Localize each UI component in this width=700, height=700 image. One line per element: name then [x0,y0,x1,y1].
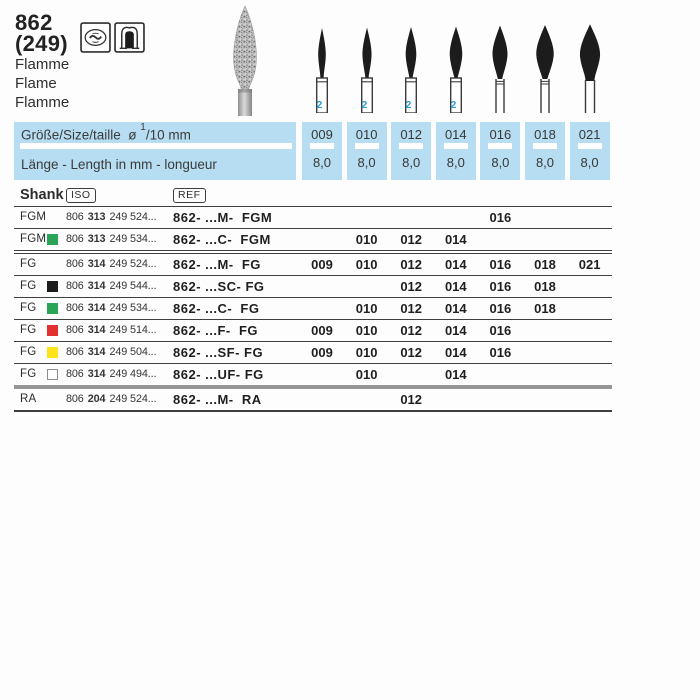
bur-silhouette-021 [570,18,610,113]
column-divider [399,143,423,149]
table-row [14,320,612,342]
size-value: 010 [355,127,378,142]
available-size: 016 [489,323,512,338]
iso-number: 806 314 249 524... [66,258,157,270]
iso-number: 806 314 249 534... [66,302,157,314]
bur-silhouette-014 [436,18,476,113]
bur-shank [238,89,252,116]
column-divider [310,143,334,149]
bur-silhouette-012 [391,18,431,113]
table-row [14,364,612,389]
shank-code-mark: 2 [316,99,323,111]
available-size: 016 [489,345,512,360]
column-divider [488,143,512,149]
available-size: 010 [355,323,378,338]
column-divider [533,143,557,149]
table-row [14,207,612,229]
length-value: 8,0 [402,155,421,170]
available-size: 012 [400,345,423,360]
shank-type: FG [20,368,37,380]
tooth-occlusal-icon [80,22,111,53]
iso-column-header: ISO [66,188,96,203]
bur-head [234,6,257,89]
table-row [14,229,612,254]
iso-number: 806 314 249 494... [66,368,157,380]
size-column-021 [570,122,610,180]
iso-number: 806 314 249 504... [66,346,157,358]
diamond-bur-photo [226,4,264,118]
size-value: 018 [534,127,556,142]
crown-prep-icon [114,22,145,53]
length-value: 8,0 [357,155,376,170]
shank-type: FGM [20,233,47,245]
iso-number: 806 314 249 514... [66,324,157,336]
product-name-en: Flame [15,75,57,92]
column-divider [444,143,468,149]
grit-color-swatch [47,347,58,358]
shank-column-header: Shank [20,187,64,203]
iso-number: 806 314 249 544... [66,280,157,292]
bur-head [362,28,371,79]
available-size: 010 [355,367,378,382]
shank-type: FGM [20,211,47,223]
shank-code-mark: 2 [361,99,367,111]
length-value: 8,0 [446,155,465,170]
available-size: 014 [444,301,467,316]
table-row [14,276,612,298]
product-code-alt: (249) [15,31,68,56]
iso-number: 806 313 249 524... [66,211,157,223]
ref-number: 862- ...F- FG [173,323,259,338]
ref-number: 862- ...M- RA [173,392,262,407]
bur-head [406,27,417,78]
available-size: 012 [400,279,423,294]
column-divider [355,143,379,149]
table-row [14,298,612,320]
bur-silhouette-018 [525,18,565,113]
bur-head [318,28,326,78]
available-size: 016 [489,279,512,294]
grit-color-swatch [47,369,58,380]
size-value: 014 [444,127,467,142]
shank-type: FG [20,280,37,292]
iso-number: 806 204 249 524... [66,393,157,405]
available-size: 021 [578,257,601,272]
product-code: 862 [15,10,53,35]
grit-color-swatch [47,281,58,292]
available-size: 012 [400,323,423,338]
table-row [14,342,612,364]
shank-type: FG [20,324,37,336]
available-size: 009 [311,345,333,360]
available-size: 010 [355,301,378,316]
bur-head [450,27,463,79]
available-size: 014 [444,257,467,272]
table-row [14,389,612,412]
size-value: 009 [311,127,333,142]
shank-type: FG [20,346,37,358]
bur-silhouette-016 [480,18,520,113]
available-size: 014 [444,323,467,338]
size-column-014 [436,122,476,180]
grit-color-swatch [47,303,58,314]
size-value: 016 [489,127,512,142]
size-column-012 [391,122,431,180]
table-row [14,254,612,276]
available-size: 010 [355,257,378,272]
available-size: 012 [400,301,423,316]
product-name-de: Flamme [15,56,70,73]
length-value: 8,0 [312,155,332,170]
available-size: 014 [444,345,467,360]
available-size: 016 [489,257,512,272]
length-value: 8,0 [491,155,510,170]
size-value: 012 [400,127,423,142]
available-size: 014 [444,367,467,382]
grit-color-swatch [47,234,58,245]
size-row-label: Größe/Size/taille ø $^1$/10 mm [21,122,191,143]
available-size: 014 [444,232,467,247]
ref-column-header: REF [173,188,206,203]
grit-color-swatch [47,325,58,336]
catalog-table [14,206,612,412]
available-size: 010 [355,232,378,247]
size-column-016 [480,122,520,180]
bur-silhouette-010 [347,18,387,113]
shank-type: FG [20,258,37,270]
size-length-label-panel [14,122,296,180]
size-column-009 [302,122,342,180]
shank-code-mark: 2 [450,99,457,111]
available-size: 009 [311,257,333,272]
size-column-010 [347,122,387,180]
length-value: 8,0 [580,155,599,170]
ref-number: 862- ...UF- FG [173,367,264,382]
length-value: 8,0 [535,155,555,170]
bur-head [536,25,554,79]
panel-divider [20,143,292,149]
size-value: 021 [578,127,601,142]
available-size: 014 [444,279,467,294]
size-column-018 [525,122,565,180]
available-size: 016 [489,210,512,225]
iso-number: 806 313 249 534... [66,233,157,245]
available-size: 009 [311,323,333,338]
ref-number: 862- ...SC- FG [173,279,265,294]
shank-type: FG [20,302,37,314]
available-size: 018 [534,279,556,294]
available-size: 016 [489,301,512,316]
available-size: 012 [400,392,423,407]
available-size: 010 [355,345,378,360]
available-size: 018 [534,301,556,316]
ref-number: 862- ...M- FGM [173,210,273,225]
ref-number: 862- ...SF- FG [173,345,264,360]
length-row-label: Länge - Length in mm - longueur [21,157,217,172]
product-name-fr: Flamme [15,94,70,111]
available-size: 018 [534,257,556,272]
ref-number: 862- ...C- FGM [173,232,271,247]
bur-head [580,24,600,81]
shank-code-mark: 2 [405,99,412,111]
shank-type: RA [20,393,37,405]
ref-number: 862- ...M- FG [173,257,261,272]
available-size: 012 [400,232,423,247]
column-divider [578,143,602,149]
bur-silhouette-009 [302,18,342,113]
ref-number: 862- ...C- FG [173,301,260,316]
available-size: 012 [400,257,423,272]
bur-head [493,26,508,80]
